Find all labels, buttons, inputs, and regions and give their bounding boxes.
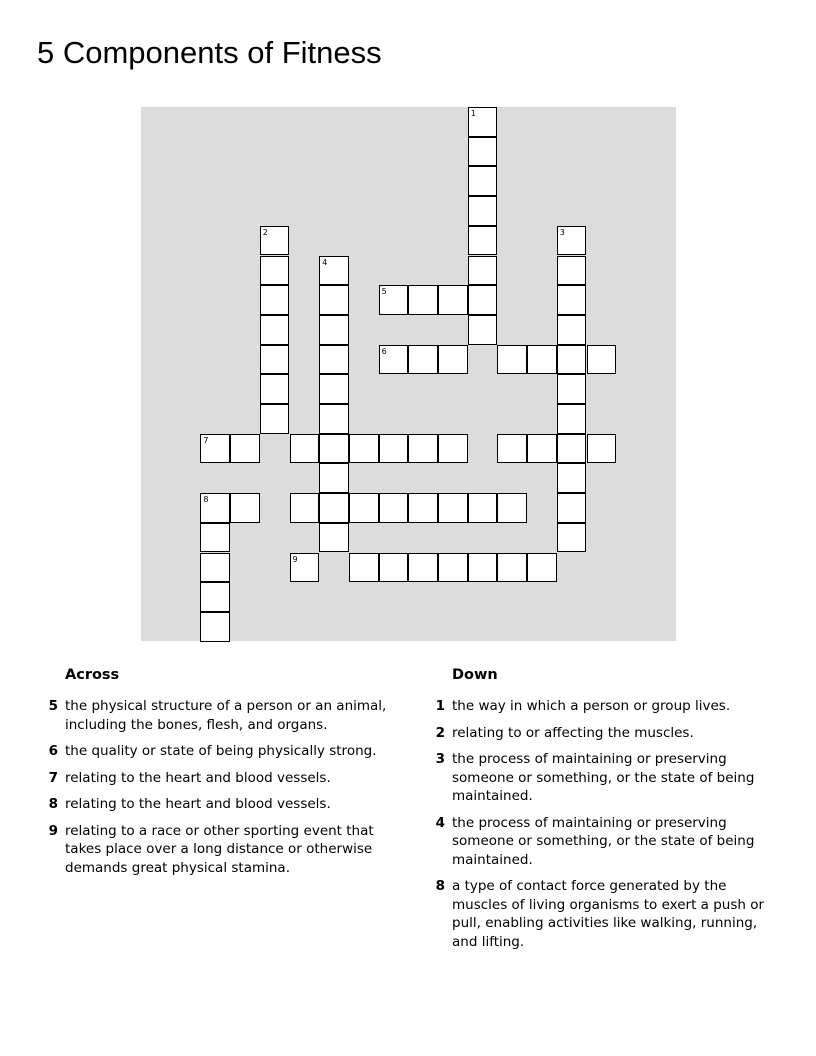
grid-cell[interactable] xyxy=(260,315,290,345)
grid-cell[interactable] xyxy=(319,404,349,434)
across-heading: Across xyxy=(65,667,120,683)
grid-cell[interactable] xyxy=(230,434,260,464)
clue-number: 5 xyxy=(48,698,58,714)
grid-cell[interactable] xyxy=(319,285,349,315)
grid-cell[interactable] xyxy=(379,493,409,523)
across-clue xyxy=(40,769,390,788)
across-clues xyxy=(40,665,390,885)
clue-number: 8 xyxy=(435,878,445,894)
clue-text: the physical structure of a person or an animal, including the bones, flesh, and organs. xyxy=(65,698,387,733)
clue-number: 4 xyxy=(435,814,445,831)
grid-cell[interactable] xyxy=(497,553,527,583)
clue-text: a type of contact force generated by the muscles of living organisms to exert a push or pull, enabling activities like walking, running, and lifting. xyxy=(452,878,765,950)
grid-cell[interactable] xyxy=(260,226,290,256)
grid-cell[interactable] xyxy=(497,345,527,375)
grid-cell[interactable] xyxy=(260,345,290,375)
grid-cell[interactable] xyxy=(349,434,379,464)
clue-number: 6 xyxy=(48,743,58,759)
clue-number: 9 xyxy=(48,822,58,839)
grid-cell[interactable] xyxy=(557,256,587,286)
grid-cell[interactable] xyxy=(319,374,349,404)
grid-cell[interactable] xyxy=(408,345,438,375)
cell-number: 3 xyxy=(559,227,565,237)
grid-cell[interactable] xyxy=(468,107,498,137)
down-clue xyxy=(427,750,777,806)
grid-cell[interactable] xyxy=(438,493,468,523)
grid-cell[interactable] xyxy=(200,582,230,612)
across-clue xyxy=(40,697,390,734)
grid-cell[interactable] xyxy=(290,553,320,583)
across-clue xyxy=(40,742,390,761)
clue-number: 8 xyxy=(48,796,58,812)
clue-text: the process of maintaining or preserving someone or something, or the state of being maintained. xyxy=(452,814,755,868)
grid-cell[interactable] xyxy=(200,612,230,642)
grid-cell[interactable] xyxy=(200,434,230,464)
clue-number: 7 xyxy=(48,769,58,786)
clue-text: relating to or affecting the muscles. xyxy=(452,724,694,741)
cell-number: 6 xyxy=(381,346,387,356)
cell-number: 9 xyxy=(292,554,298,564)
grid-cell[interactable] xyxy=(379,345,409,375)
cell-number: 5 xyxy=(381,287,387,297)
grid-cell[interactable] xyxy=(260,374,290,404)
grid-cell[interactable] xyxy=(557,404,587,434)
grid-cell[interactable] xyxy=(200,523,230,553)
grid-cell[interactable] xyxy=(497,493,527,523)
cell-number: 1 xyxy=(470,109,476,118)
cell-number: 4 xyxy=(322,257,328,267)
grid-cell[interactable] xyxy=(557,493,587,523)
grid-cell[interactable] xyxy=(557,285,587,315)
grid-cell[interactable] xyxy=(527,434,557,464)
grid-cell[interactable] xyxy=(349,553,379,583)
grid-cell[interactable] xyxy=(527,345,557,375)
grid-cell[interactable] xyxy=(319,434,349,464)
across-clue xyxy=(40,822,390,878)
grid-cell[interactable] xyxy=(497,434,527,464)
grid-cell[interactable] xyxy=(319,523,349,553)
grid-cell[interactable] xyxy=(438,553,468,583)
down-clue xyxy=(427,814,777,870)
grid-cell[interactable] xyxy=(468,315,498,345)
clue-text: relating to the heart and blood vessels. xyxy=(65,796,331,812)
clue-text: the process of maintaining or preserving someone or something, or the state of being maintained. xyxy=(452,751,755,804)
clue-number: 2 xyxy=(435,724,445,741)
grid-cell[interactable] xyxy=(290,434,320,464)
grid-cell[interactable] xyxy=(527,553,557,583)
grid-cell[interactable] xyxy=(557,226,587,256)
grid-cell[interactable] xyxy=(408,493,438,523)
clue-number: 1 xyxy=(435,698,445,714)
cell-number: 8 xyxy=(203,495,209,505)
grid-cell[interactable] xyxy=(290,493,320,523)
grid-cell[interactable] xyxy=(379,285,409,315)
grid-cell[interactable] xyxy=(319,493,349,523)
grid-cell[interactable] xyxy=(557,523,587,553)
grid-cell[interactable] xyxy=(319,256,349,286)
grid-cell[interactable] xyxy=(379,434,409,464)
down-clue xyxy=(427,877,777,951)
grid-cell[interactable] xyxy=(408,553,438,583)
down-clues xyxy=(427,665,777,959)
grid-cell[interactable] xyxy=(557,434,587,464)
grid-cell[interactable] xyxy=(557,345,587,375)
across-clue xyxy=(40,795,390,814)
grid-cell[interactable] xyxy=(200,553,230,583)
grid-cell[interactable] xyxy=(319,345,349,375)
grid-cell[interactable] xyxy=(468,493,498,523)
grid-cell[interactable] xyxy=(557,315,587,345)
down-heading: Down xyxy=(452,667,498,683)
grid-cell[interactable] xyxy=(438,285,468,315)
grid-cell[interactable] xyxy=(260,285,290,315)
grid-cell[interactable] xyxy=(468,196,498,226)
grid-cell[interactable] xyxy=(557,463,587,493)
page-title: 5 Components of Fitness xyxy=(37,35,382,70)
grid-cell[interactable] xyxy=(260,404,290,434)
grid-cell[interactable] xyxy=(319,315,349,345)
clue-text: the quality or state of being physically strong. xyxy=(65,743,377,759)
grid-cell[interactable] xyxy=(408,434,438,464)
cell-number: 2 xyxy=(262,227,268,237)
grid-cell[interactable] xyxy=(260,256,290,286)
grid-cell[interactable] xyxy=(408,285,438,315)
grid-cell[interactable] xyxy=(468,553,498,583)
grid-cell[interactable] xyxy=(468,285,498,315)
grid-cell[interactable] xyxy=(349,493,379,523)
grid-cell[interactable] xyxy=(200,493,230,523)
crossword-grid xyxy=(141,107,676,641)
grid-cell[interactable] xyxy=(468,137,498,167)
grid-cell[interactable] xyxy=(438,345,468,375)
cell-number: 7 xyxy=(203,435,209,445)
grid-cell[interactable] xyxy=(468,226,498,256)
clue-number: 3 xyxy=(435,751,445,767)
grid-cell[interactable] xyxy=(379,553,409,583)
clue-text: relating to a race or other sporting event that takes place over a long distance or otherwise demands great physical stamina. xyxy=(65,822,374,876)
down-clue xyxy=(427,724,777,743)
down-clue xyxy=(427,697,777,716)
grid-cell[interactable] xyxy=(230,493,260,523)
grid-cell[interactable] xyxy=(557,374,587,404)
clue-text: the way in which a person or group lives. xyxy=(452,698,731,714)
grid-cell[interactable] xyxy=(468,166,498,196)
grid-cell[interactable] xyxy=(438,434,468,464)
grid-cell[interactable] xyxy=(319,463,349,493)
grid-cell[interactable] xyxy=(587,434,617,464)
grid-cell[interactable] xyxy=(587,345,617,375)
grid-cell[interactable] xyxy=(468,256,498,286)
clue-text: relating to the heart and blood vessels. xyxy=(65,769,331,786)
